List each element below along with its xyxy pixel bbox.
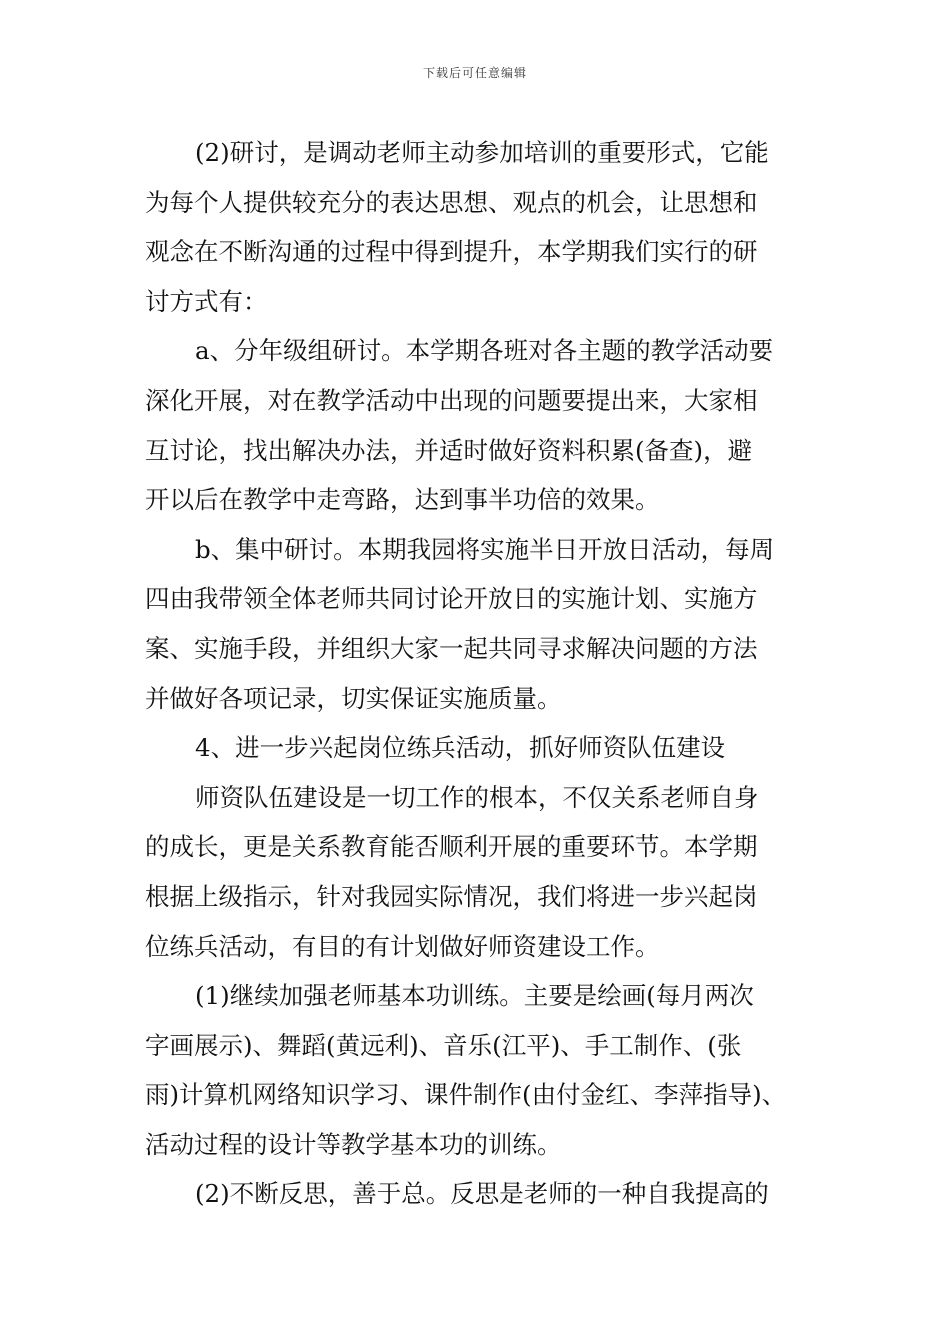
document-body [145,128,810,1219]
text-line: 根据上级指示，针对我园实际情况，我们将进一步兴起岗 [145,881,758,911]
page-header: 下载后可任意编辑 [422,66,527,80]
text-line: 深化开展，对在教学活动中出现的问题要提出来，大家相 [145,385,758,415]
text-line: a、分年级组研讨。本学期各班对各主题的教学活动要 [195,336,774,366]
text-line: 互讨论，找出解决办法，并适时做好资料积累(备查)，避 [145,435,753,465]
text-line: 四由我带领全体老师共同讨论开放日的实施计划、实施方 [145,584,758,614]
text-line: 字画展示)、舞蹈(黄远利)、音乐(江平)、手工制作、(张 [145,1030,742,1060]
text-line: b、集中研讨。本期我园将实施半日开放日活动，每周 [195,534,775,564]
text-line: 的成长，更是关系教育能否顺利开展的重要环节。本学期 [145,832,758,862]
text-line: (1)继续加强老师基本功训练。主要是绘画(每月两次 [195,981,754,1011]
text-line: 观念在不断沟通的过程中得到提升，本学期我们实行的研 [145,237,758,267]
text-line: 并做好各项记录，切实保证实施质量。 [145,683,562,713]
text-line: 活动过程的设计等教学基本功的训练。 [145,1129,562,1159]
text-line: 雨)计算机网络知识学习、课件制作(由付金红、李萍指导)、 [145,1080,787,1110]
section-heading: 4、进一步兴起岗位练兵活动，抓好师资队伍建设 [195,733,726,763]
text-line: 讨方式有： [145,286,268,316]
text-line: (2)研讨，是调动老师主动参加培训的重要形式，它能 [195,138,769,167]
text-line: 位练兵活动，有目的有计划做好师资建设工作。 [145,931,660,961]
text-line: 开以后在教学中走弯路，达到事半功倍的效果。 [145,485,660,515]
text-line: (2)不断反思，善于总。反思是老师的一种自我提高的 [195,1179,769,1209]
text-line: 案、实施手段，并组织大家一起共同寻求解决问题的方法 [145,633,758,663]
text-line: 为每个人提供较充分的表达思想、观点的机会，让思想和 [145,187,758,217]
text-line: 师资队伍建设是一切工作的根本，不仅关系老师自身 [195,782,759,812]
